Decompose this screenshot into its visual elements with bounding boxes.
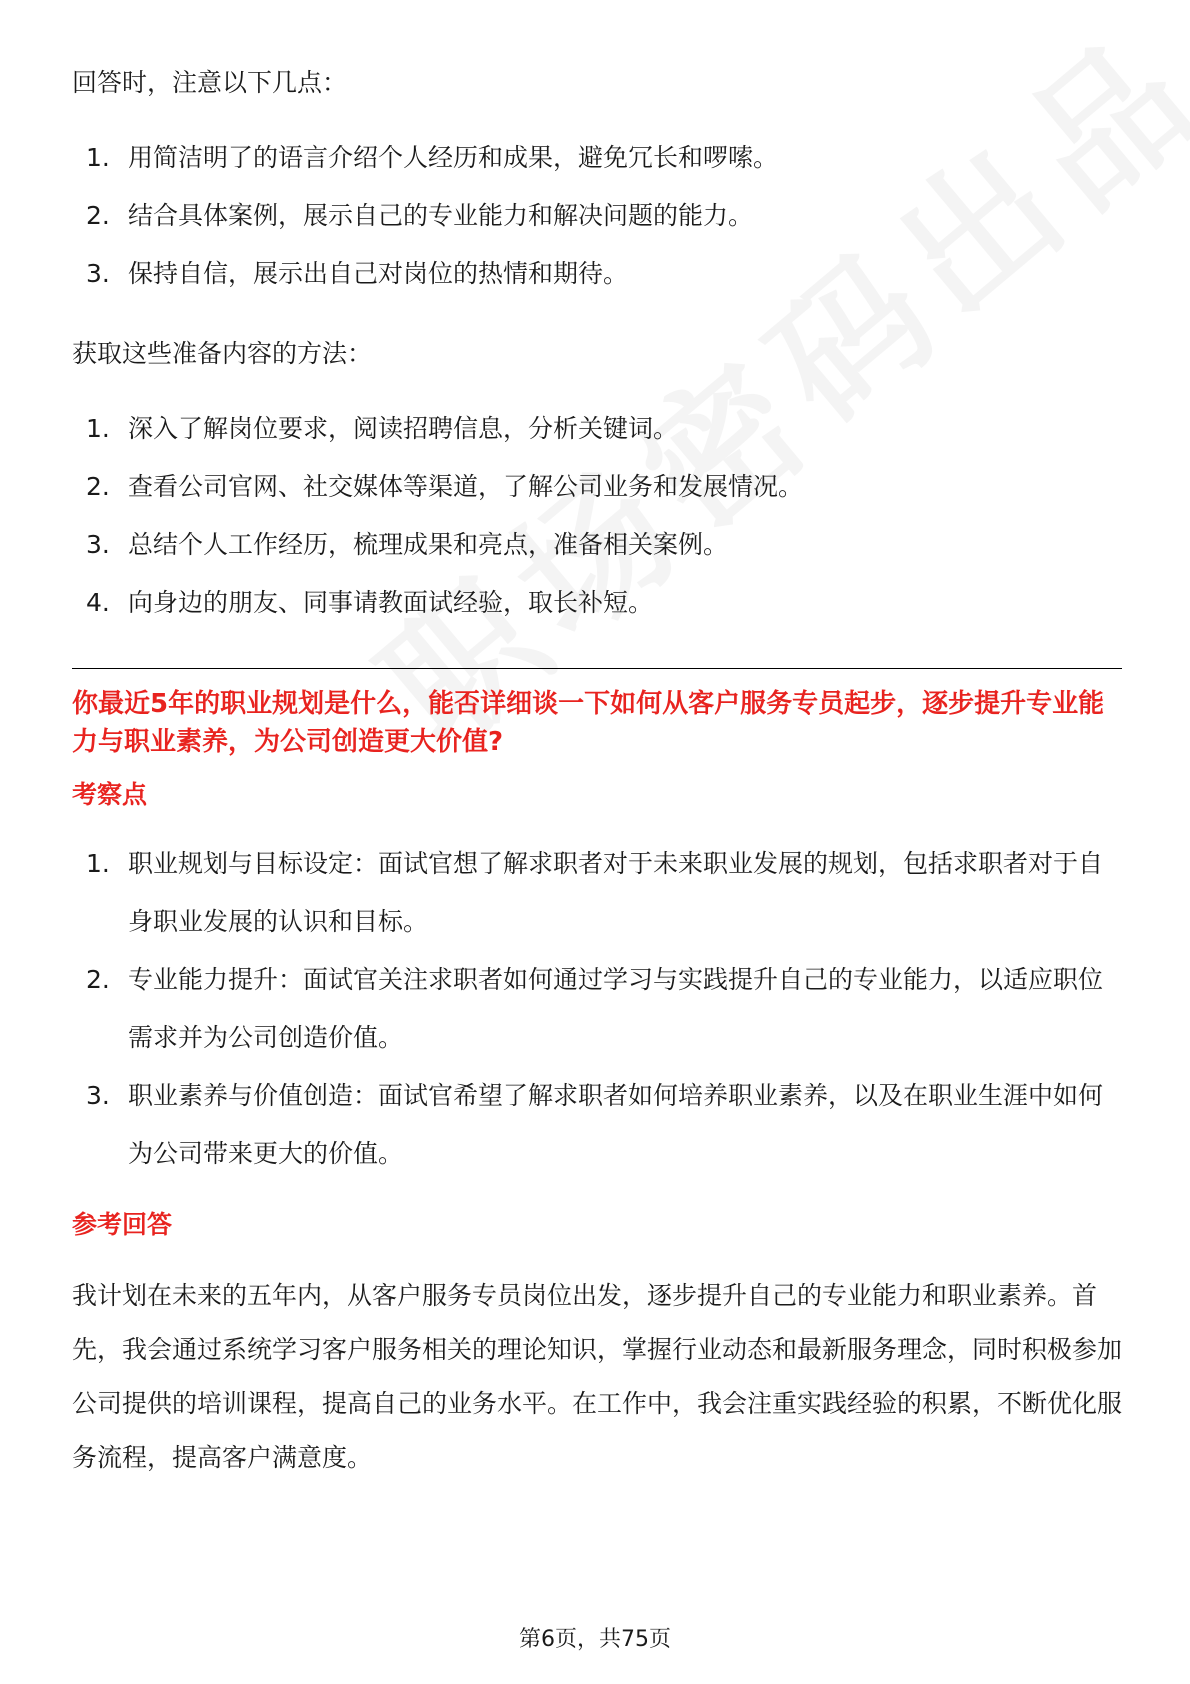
- list-item: 4. 向身边的朋友、同事请教面试经验，取长补短。: [86, 588, 654, 617]
- section-divider: [72, 668, 1122, 669]
- reference-heading: 参考回答: [72, 1210, 173, 1239]
- interview-question: 你最近5年的职业规划是什么，能否详细谈一下如何从客户服务专员起步，逐步提升专业能力与职业素养，为公司创造更大价值?: [72, 689, 1105, 757]
- list-item: 3. 保持自信，展示出自己对岗位的热情和期待。: [86, 259, 629, 288]
- exam-points-list: [72, 835, 1122, 1183]
- reference-answer: 我计划在未来的五年内，从客户服务专员岗位出发，逐步提升自己的专业能力和职业素养。首先，我会通过系统学习客户服务相关的理论知识，掌握行业动态和最新服务理念，同时积极参加公司提供的培训课程，提高自己的业务水平。在工作中，我会注重实践经验的积累，不断优化服务流程，提高客户满意度。: [72, 1281, 1123, 1472]
- list-item: 1. 职业规划与目标设定：面试官想了解求职者对于未来职业发展的规划，包括求职者对于自身职业发展的认识和目标。: [86, 849, 1104, 936]
- tips-list: [72, 129, 1122, 303]
- page-content: [72, 62, 1122, 1485]
- list-item: 3. 职业素养与价值创造：面试官希望了解求职者如何培养职业素养，以及在职业生涯中如何为公司带来更大的价值。: [86, 1081, 1104, 1168]
- intro-note: 回答时，注意以下几点：: [72, 68, 348, 97]
- page-number: 第6页，共75页: [519, 1627, 671, 1652]
- methods-heading: 获取这些准备内容的方法：: [72, 339, 373, 368]
- list-item: 2. 专业能力提升：面试官关注求职者如何通过学习与实践提升自己的专业能力，以适应职位需求并为公司创造价值。: [86, 965, 1104, 1052]
- exam-points-heading: 考察点: [72, 780, 148, 809]
- list-item: 3. 总结个人工作经历，梳理成果和亮点，准备相关案例。: [86, 530, 729, 559]
- list-item: 2. 结合具体案例，展示自己的专业能力和解决问题的能力。: [86, 201, 754, 230]
- methods-list: [72, 400, 1122, 632]
- list-item: 1. 用简洁明了的语言介绍个人经历和成果，避免冗长和啰嗦。: [86, 143, 779, 172]
- list-item: 1. 深入了解岗位要求，阅读招聘信息，分析关键词。: [86, 414, 679, 443]
- list-item: 2. 查看公司官网、社交媒体等渠道，了解公司业务和发展情况。: [86, 472, 804, 501]
